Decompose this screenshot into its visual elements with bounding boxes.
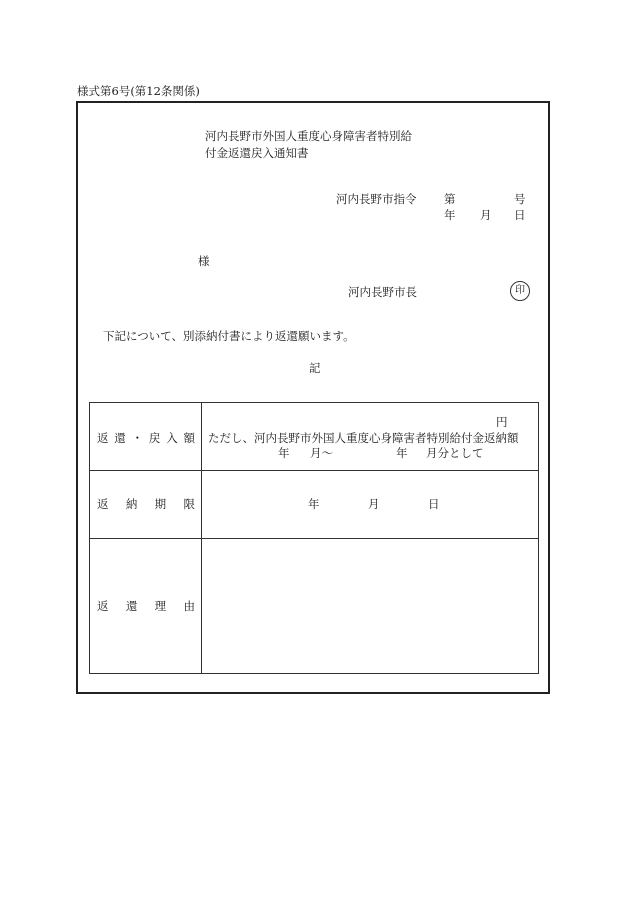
issuer-mayor: 河内長野市長 [348,285,417,299]
due-date-year: 年 [308,497,320,511]
seal-icon: 印 [510,281,530,301]
amount-yen-unit: 円 [496,415,508,429]
order-number-prefix: 第 [444,192,456,206]
document-title-line-2: 付金返還戻入通知書 [205,146,309,160]
details-table [89,402,539,674]
amount-period-end-year: 年 [396,446,408,460]
row-label-refund-reason: 返 還 理 由 [97,599,195,613]
table-row-divider [90,538,538,539]
table-row-divider [90,470,538,471]
due-date-day: 日 [428,497,440,511]
amount-period-start-month: 月～ [310,446,333,460]
order-issuer-label: 河内長野市指令 [336,192,417,206]
document-title-line-1: 河内長野市外国人重度心身障害者特別給 [205,129,412,143]
amount-description: ただし、河内長野市外国人重度心身障害者特別給付金返納額 [208,431,519,445]
form-number-label: 様式第6号(第12条関係) [77,84,200,98]
due-date-month: 月 [368,497,380,511]
amount-period-start-year: 年 [278,446,290,460]
row-label-due-date: 返 納 期 限 [97,497,195,511]
order-date-year: 年 [444,208,456,222]
order-date-day: 日 [514,208,526,222]
order-date-month: 月 [480,208,492,222]
amount-period-end-month: 月分として [426,446,484,460]
row-label-refund-amount: 返 還 ・ 戻 入 額 [97,431,195,445]
notice-body-text: 下記について、別添納付書により返還願います。 [103,329,355,343]
addressee-honorific: 様 [198,254,210,268]
order-number-suffix: 号 [514,192,526,206]
notice-ki-heading: 記 [309,361,321,375]
